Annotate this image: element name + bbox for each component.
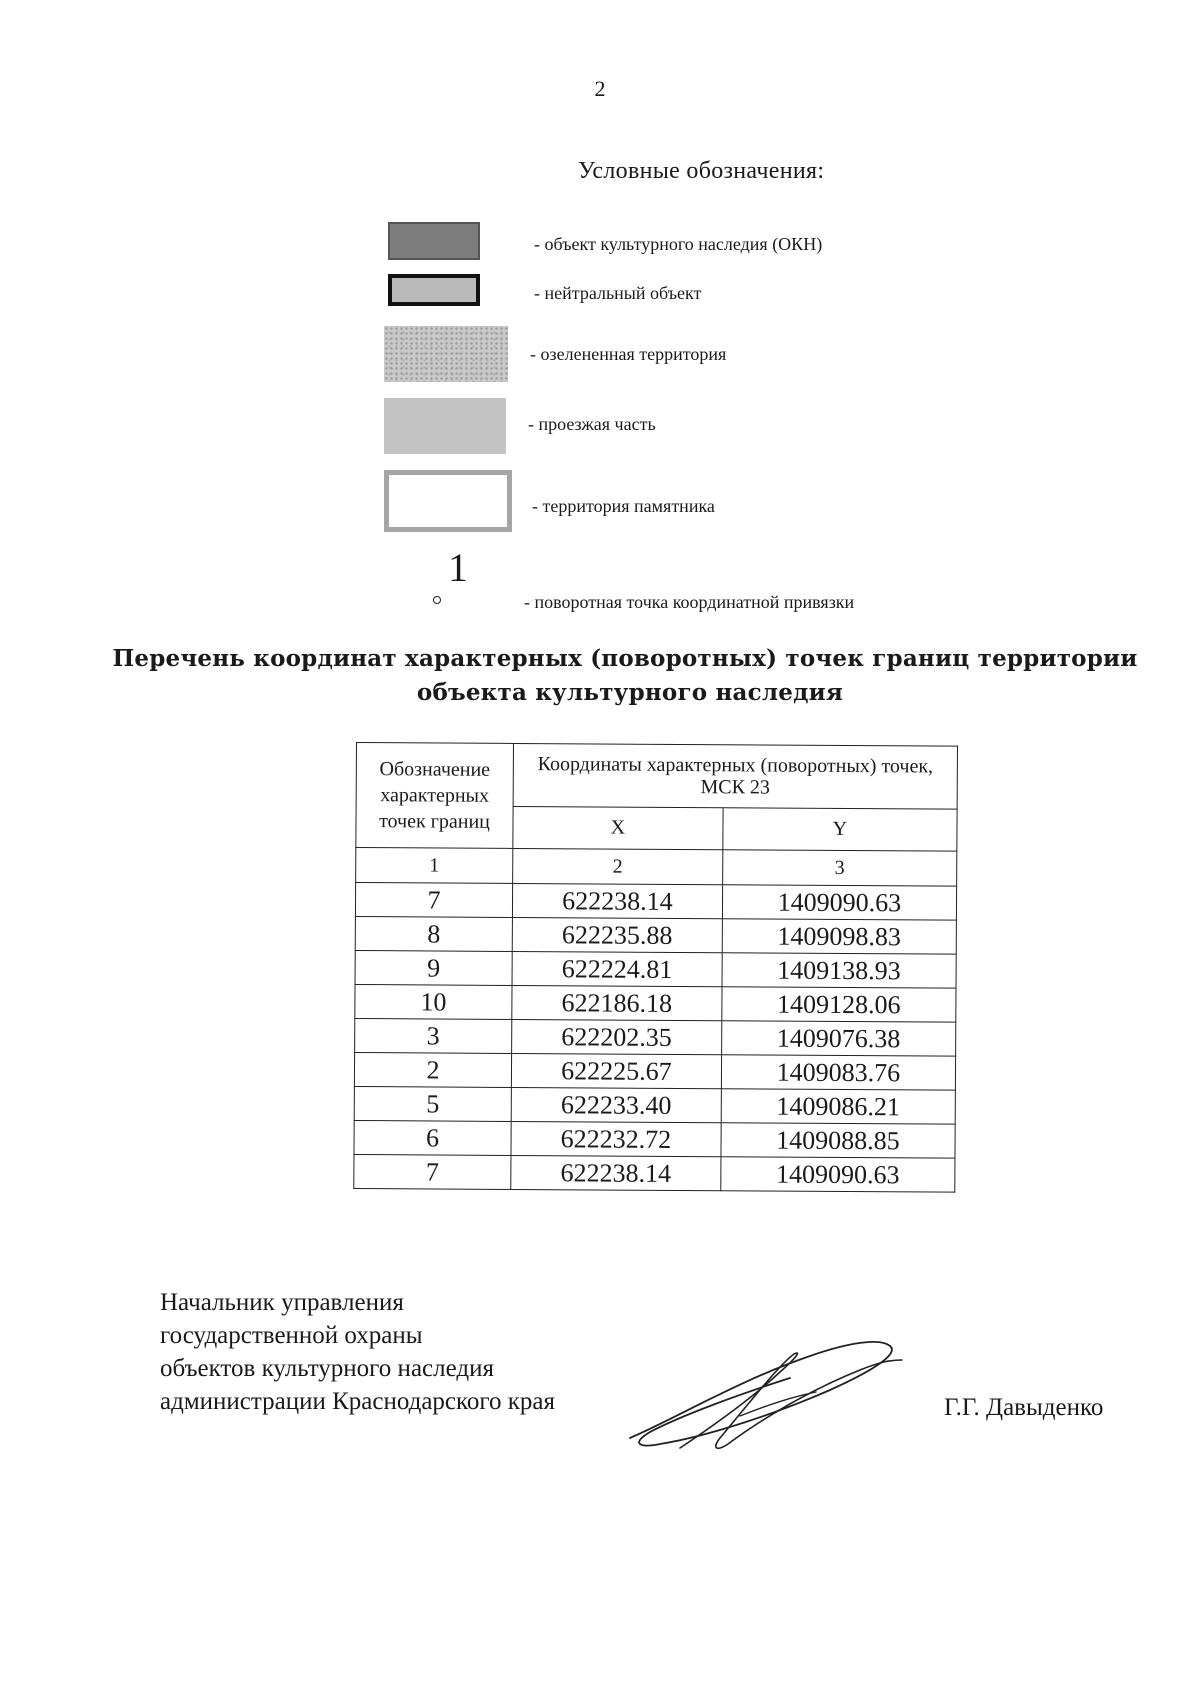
signer-name: Г.Г. Давыденко — [944, 1394, 1104, 1421]
column-number: 2 — [513, 848, 723, 884]
cell-point: 8 — [355, 916, 512, 951]
cell-point: 10 — [355, 984, 512, 1019]
header-x: X — [513, 806, 723, 849]
table-row — [354, 1120, 955, 1158]
cell-x: 622186.18 — [512, 985, 722, 1020]
table-row — [354, 1052, 955, 1090]
cell-y: 1409090.63 — [722, 885, 956, 920]
cell-point: 7 — [355, 883, 512, 918]
table-row — [355, 916, 956, 954]
column-number-row — [356, 848, 957, 887]
table-row — [355, 883, 956, 921]
legend-swatch-neutral — [388, 274, 480, 306]
cell-x: 622224.81 — [512, 951, 722, 986]
cell-point: 9 — [355, 950, 512, 985]
cell-x: 622238.14 — [512, 883, 722, 918]
handwritten-signature — [620, 1320, 920, 1460]
cell-point: 6 — [354, 1120, 511, 1155]
coordinates-table — [353, 742, 958, 1193]
legend-label-road: - проезжая часть — [528, 414, 656, 434]
cell-x: 622202.35 — [512, 1019, 722, 1054]
legend-label-monument: - территория памятника — [532, 496, 715, 516]
cell-y: 1409090.63 — [721, 1157, 955, 1192]
legend-swatch-road — [384, 398, 506, 454]
signer-position — [160, 1286, 555, 1418]
header-point-designation: Обозначение характерных точек границ — [356, 743, 514, 849]
cell-y: 1409083.76 — [721, 1055, 955, 1090]
signer-position-line: объектов культурного наследия — [160, 1355, 494, 1382]
cell-x: 622235.88 — [512, 917, 722, 952]
cell-x: 622238.14 — [511, 1155, 721, 1190]
cell-x: 622232.72 — [511, 1121, 721, 1156]
point-marker-number: 1 — [448, 545, 468, 590]
legend-swatch-okn — [388, 222, 480, 260]
cell-y: 1409086.21 — [721, 1089, 955, 1124]
legend-label-okn: - объект культурного наследия (ОКН) — [534, 234, 823, 254]
cell-y: 1409076.38 — [721, 1021, 955, 1056]
cell-y: 1409128.06 — [722, 987, 956, 1022]
table-row — [354, 1086, 955, 1124]
cell-x: 622225.67 — [511, 1053, 721, 1088]
cell-y: 1409088.85 — [721, 1123, 955, 1158]
table-row — [354, 1154, 955, 1192]
legend-swatch-monument — [384, 470, 512, 532]
legend-swatch-green — [384, 326, 508, 382]
legend-label-neutral: - нейтральный объект — [534, 283, 702, 303]
cell-point: 5 — [354, 1086, 511, 1121]
heading-line-1: Перечень координат характерных (поворотных) точек границ территории — [112, 645, 1138, 672]
table-row — [355, 984, 956, 1022]
cell-x: 622233.40 — [511, 1087, 721, 1122]
header-coordinates: Координаты характерных (поворотных) точек, МСК 23 — [513, 743, 957, 808]
signer-position-line: Начальник управления — [160, 1289, 404, 1316]
legend-label-point: - поворотная точка координатной привязки — [524, 592, 855, 612]
coordinates-heading — [0, 642, 1200, 710]
cell-point: 7 — [354, 1154, 511, 1189]
cell-point: 3 — [355, 1018, 512, 1053]
cell-y: 1409098.83 — [722, 919, 956, 954]
signer-position-line: государственной охраны — [160, 1322, 423, 1349]
heading-line-2: объекта культурного наследия — [416, 679, 844, 706]
page-number: 2 — [594, 76, 606, 101]
table-row — [355, 950, 956, 988]
header-y: Y — [723, 808, 957, 852]
legend-label-green: - озелененная территория — [530, 344, 727, 364]
column-number: 3 — [722, 850, 956, 886]
point-marker-icon — [433, 596, 441, 604]
cell-y: 1409138.93 — [722, 953, 956, 988]
cell-point: 2 — [354, 1052, 511, 1087]
column-number: 1 — [356, 848, 513, 884]
legend-title: Условные обозначения: — [578, 158, 825, 184]
signer-position-line: администрации Краснодарского края — [160, 1388, 556, 1415]
table-row — [355, 1018, 956, 1056]
